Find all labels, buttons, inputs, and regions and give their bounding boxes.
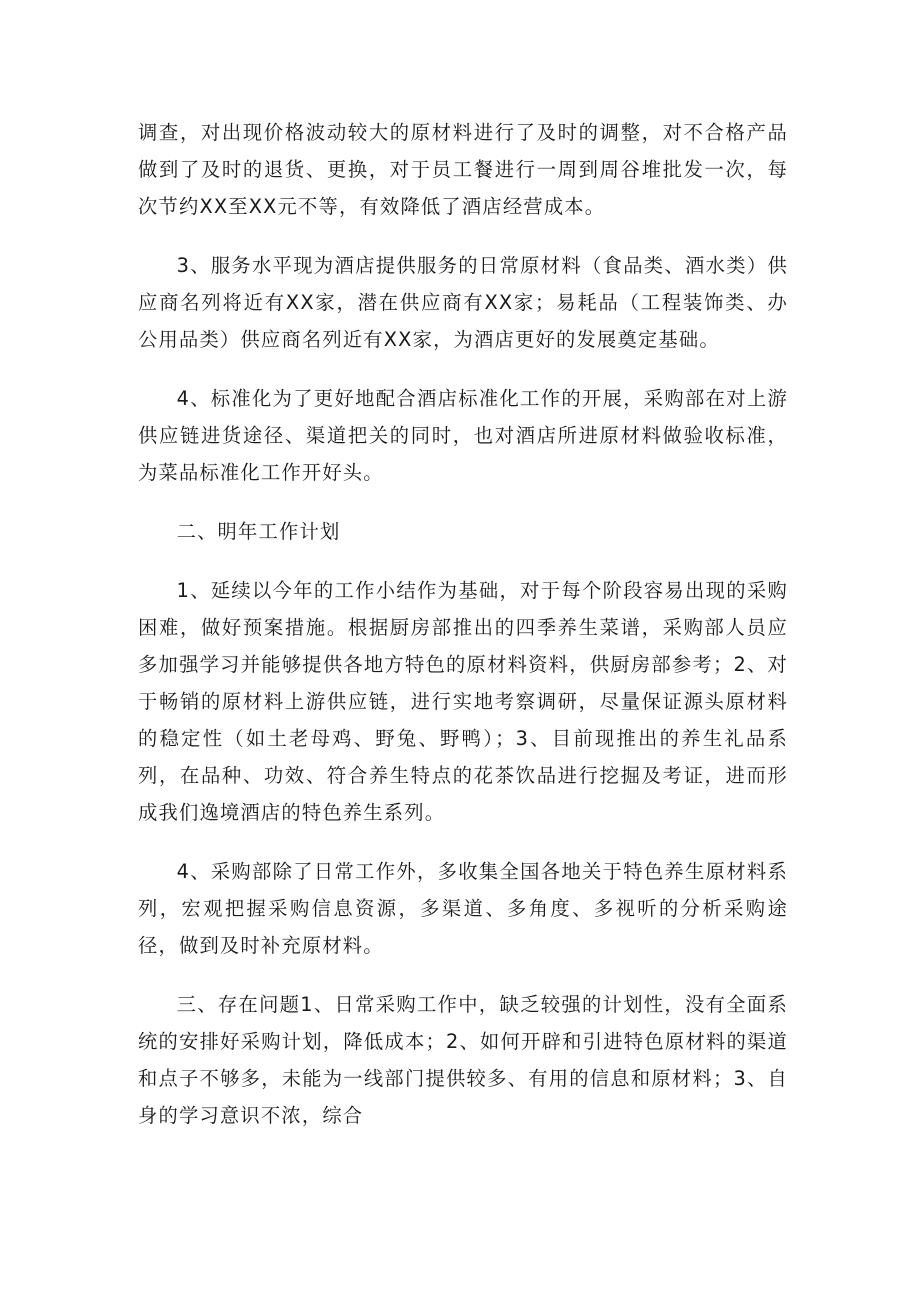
- paragraph-service-level: 3、服务水平现为酒店提供服务的日常原材料（食品类、酒水类）供应商名列将近有XX家，潜在供应商有XX家；易耗品（工程装饰类、办公用品类）供应商名列近有XX家，为酒店更好的发展奠定基础。: [138, 254, 788, 351]
- section-heading-next-year-plan: 二、明年工作计划: [176, 520, 341, 543]
- document-body: [138, 114, 788, 1156]
- paragraph-existing-problems: 三、存在问题1、日常采购工作中，缺乏较强的计划性，没有全面系统的安排好采购计划，降低成本；2、如何开辟和引进特色原材料的渠道和点子不够多，未能为一线部门提供较多、有用的信息和原材料；3、自身的学习意识不浓，综合: [138, 993, 788, 1127]
- paragraph-plan-items: 1、延续以今年的工作小结作为基础，对于每个阶段容易出现的采购困难，做好预案措施。根据厨房部推出的四季养生菜谱，采购部人员应多加强学习并能够提供各地方特色的原材料资料，供厨房部参考；2、对于畅销的原材料上游供应链，进行实地考察调研，尽量保证源头原材料的稳定性（如土老母鸡、野兔、野鸭）；3、目前现推出的养生礼品系列，在品种、功效、符合养生特点的花茶饮品进行挖掘及考证，进而形成我们逸境酒店的特色养生系列。: [138, 579, 788, 824]
- paragraph-continuation: 调查，对出现价格波动较大的原材料进行了及时的调整，对不合格产品做到了及时的退货、更换，对于员工餐进行一周到周谷堆批发一次，每次节约XX至XX元不等，有效降低了酒店经营成本。: [138, 121, 788, 218]
- paragraph-plan-item-4: 4、采购部除了日常工作外，多收集全国各地关于特色养生原材料系列，宏观把握采购信息资源，多渠道、多角度、多视听的分析采购途径，做到及时补充原材料。: [138, 860, 788, 957]
- paragraph-standardization: 4、标准化为了更好地配合酒店标准化工作的开展，采购部在对上游供应链进货途径、渠道把关的同时，也对酒店所进原材料做验收标准，为菜品标准化工作开好头。: [138, 387, 788, 484]
